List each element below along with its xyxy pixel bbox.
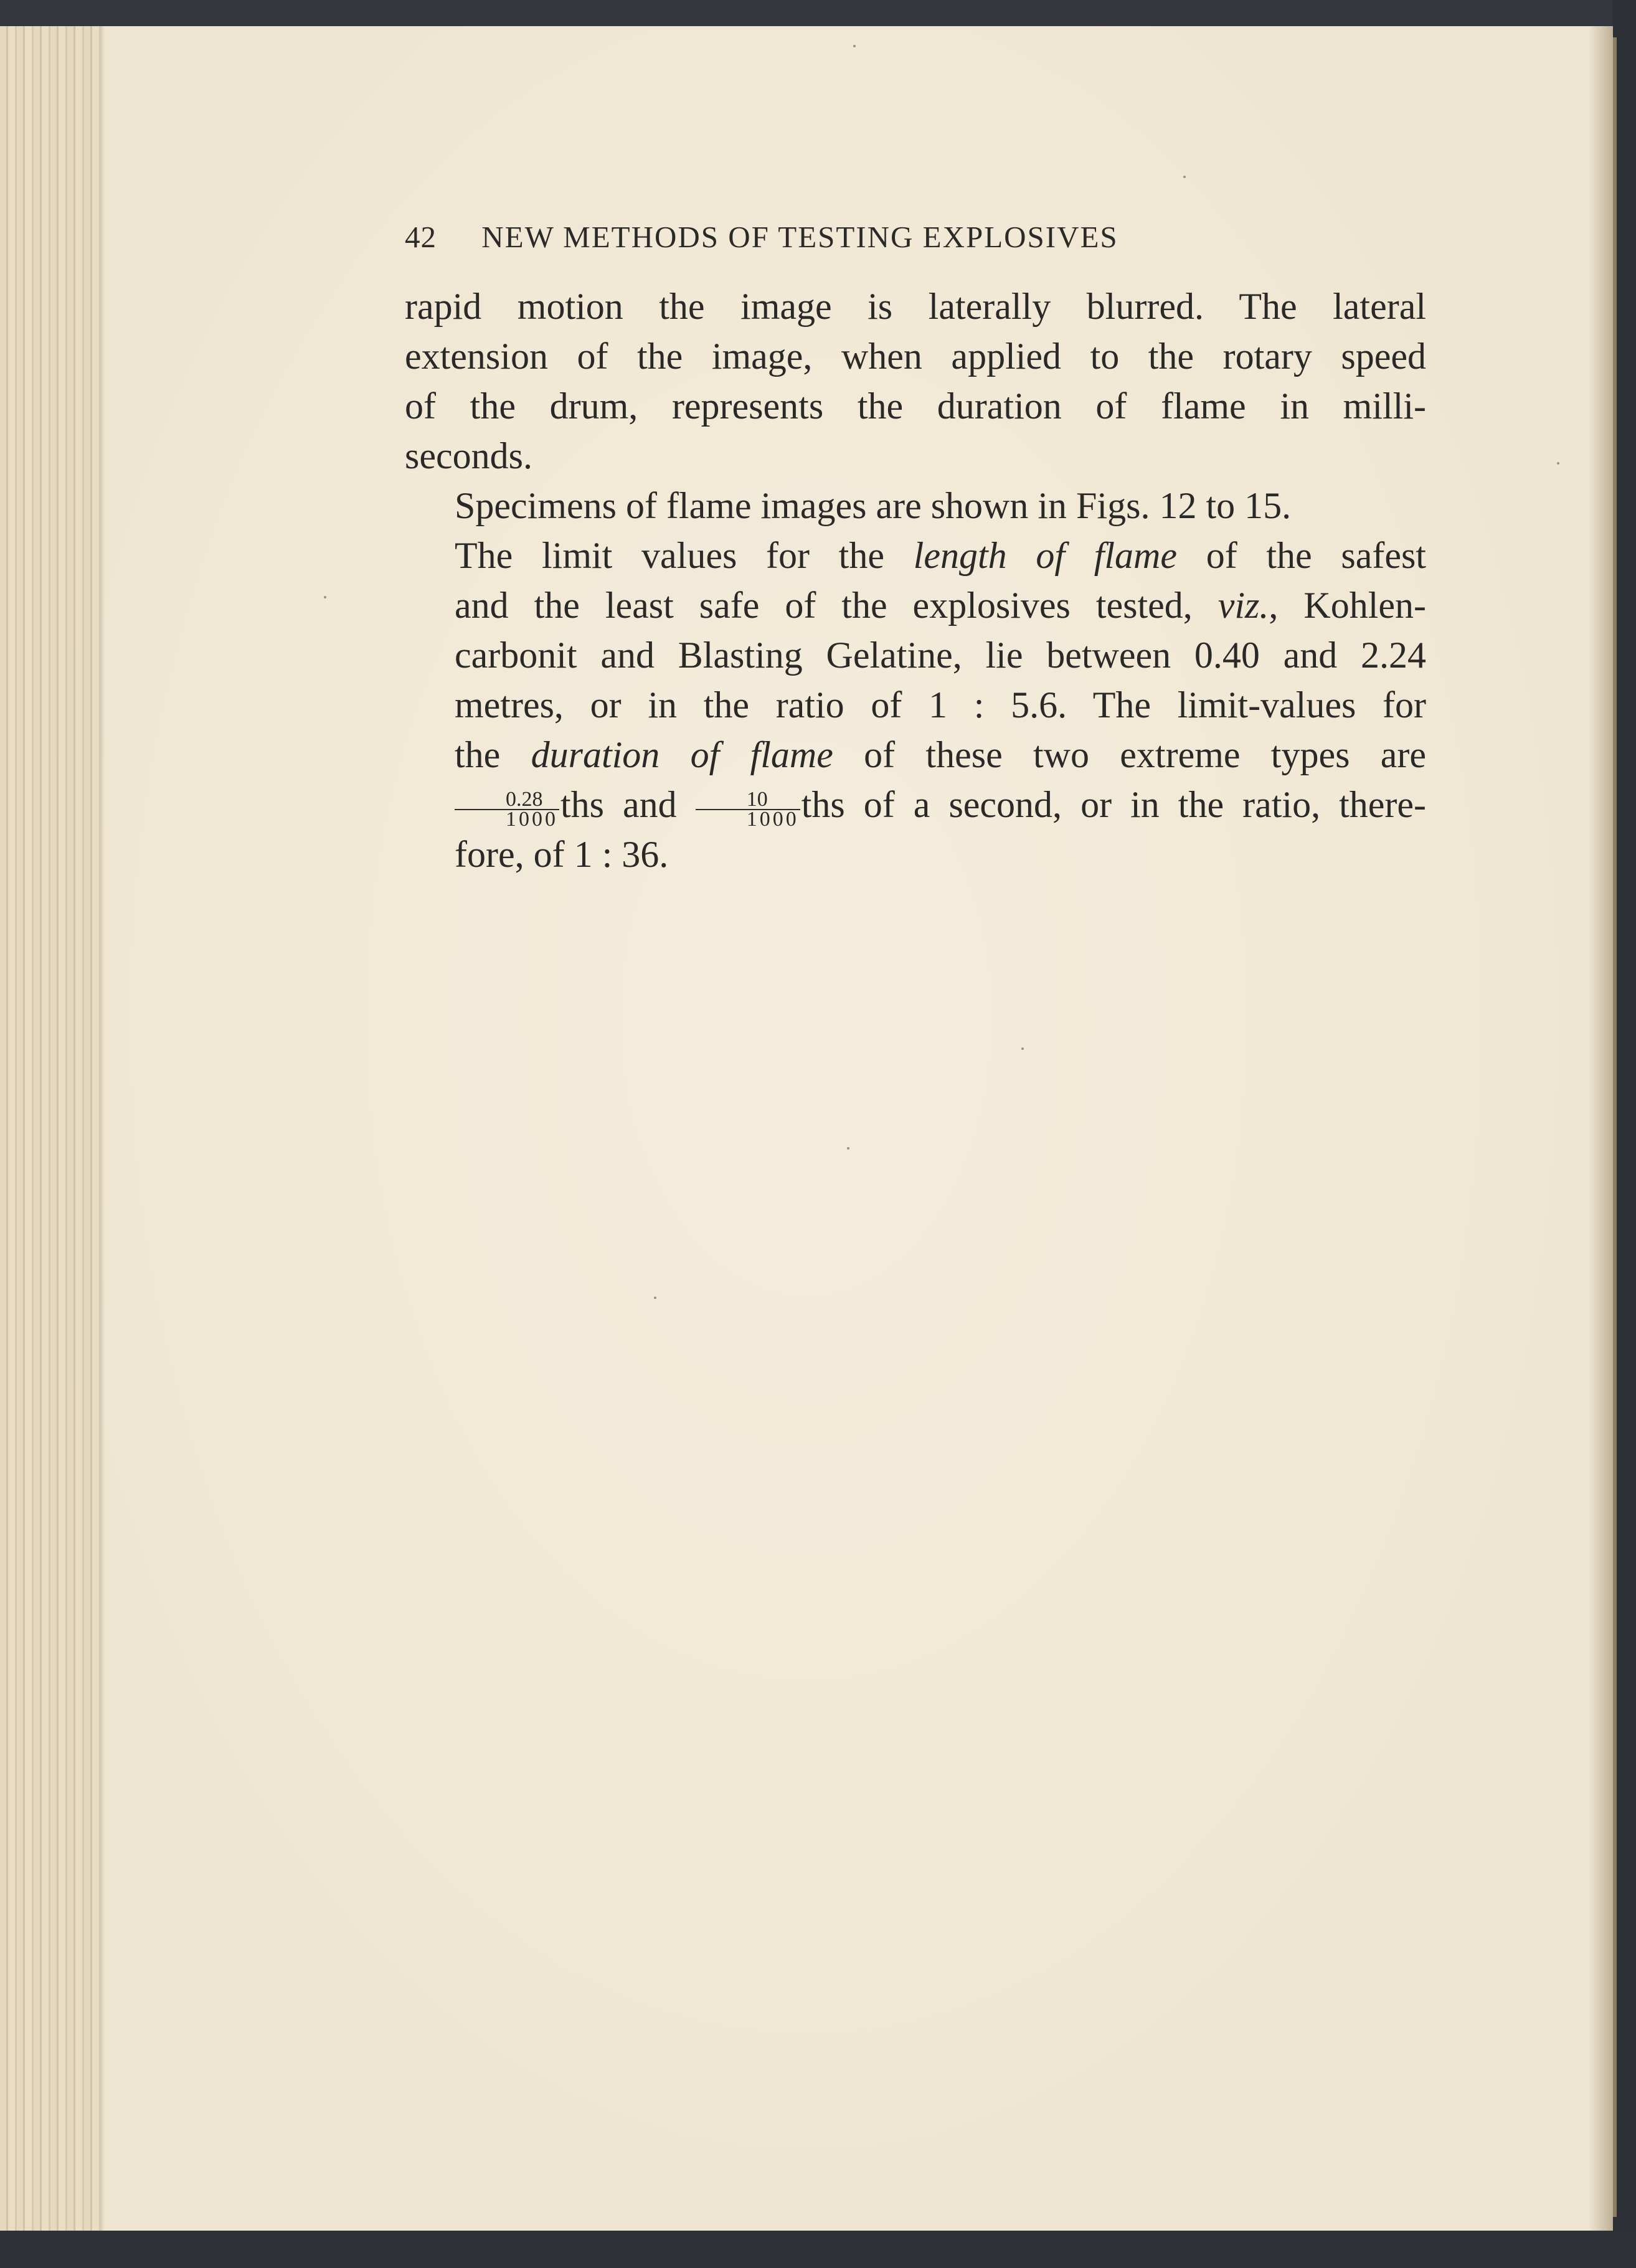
book-cover-edge-right	[1613, 0, 1636, 2268]
text-run: the	[455, 734, 531, 775]
page-number: 42	[405, 220, 437, 254]
text-line: seconds.	[405, 435, 532, 476]
running-head-title: NEW METHODS OF TESTING EXPLOSIVES	[481, 220, 1118, 254]
text-line	[405, 730, 1426, 780]
text-line: extension of the image, when applied to the rotary speed	[405, 336, 1426, 377]
text-run: of the safest	[1177, 535, 1426, 576]
fraction-denominator: 1000	[746, 808, 799, 831]
paper-speck	[847, 1147, 849, 1150]
paper-speck	[654, 1297, 656, 1299]
paper-speck	[853, 45, 856, 47]
text-run: ths and	[560, 784, 696, 825]
paragraph-1	[405, 281, 1426, 481]
text-run: ths of a second, or in the ratio, there-	[801, 784, 1426, 825]
book-cover-edge-bottom	[0, 2231, 1636, 2268]
text-line	[405, 531, 1426, 580]
text-line: fore, of 1 : 36.	[455, 834, 669, 875]
text-run: and the least safe of the explosives tested,	[455, 585, 1218, 626]
italic-run: viz.	[1218, 585, 1269, 626]
paragraph-2	[405, 481, 1426, 531]
text-run: , Kohlen-	[1269, 585, 1426, 626]
paragraph-3	[405, 531, 1426, 879]
paper-speck	[1021, 1047, 1024, 1050]
text-line: carbonit and Blasting Gelatine, lie between 0.40 and 2.24	[455, 635, 1426, 676]
fraction-numerator: 10	[696, 790, 800, 810]
body-text	[405, 281, 1426, 879]
fraction-numerator: 0.28	[455, 790, 559, 810]
fraction-denominator: 1000	[506, 808, 558, 831]
italic-run: length of flame	[913, 535, 1177, 576]
page-stack-edges	[0, 26, 100, 2231]
text-line	[405, 580, 1426, 630]
paper-speck	[1183, 176, 1186, 178]
fraction-10-over-1000	[696, 790, 800, 829]
text-line: metres, or in the ratio of 1 : 5.6. The limit-values for	[455, 684, 1426, 725]
fraction-0-28-over-1000	[455, 790, 559, 829]
text-line: of the drum, represents the duration of flame in milli-	[405, 385, 1426, 427]
text-line: Specimens of flame images are shown in Figs. 12 to 15.	[455, 485, 1292, 526]
text-run: of these two extreme types are	[833, 734, 1426, 775]
page-gutter-shadow	[1588, 26, 1613, 2231]
text-run: The limit values for the	[455, 535, 914, 576]
paper-speck	[1557, 462, 1559, 465]
paper-speck	[324, 596, 326, 598]
italic-run: duration of flame	[531, 734, 833, 775]
text-line: rapid motion the image is laterally blurred. The lateral	[405, 286, 1426, 327]
running-head	[405, 219, 1426, 263]
text-line	[405, 780, 1426, 829]
